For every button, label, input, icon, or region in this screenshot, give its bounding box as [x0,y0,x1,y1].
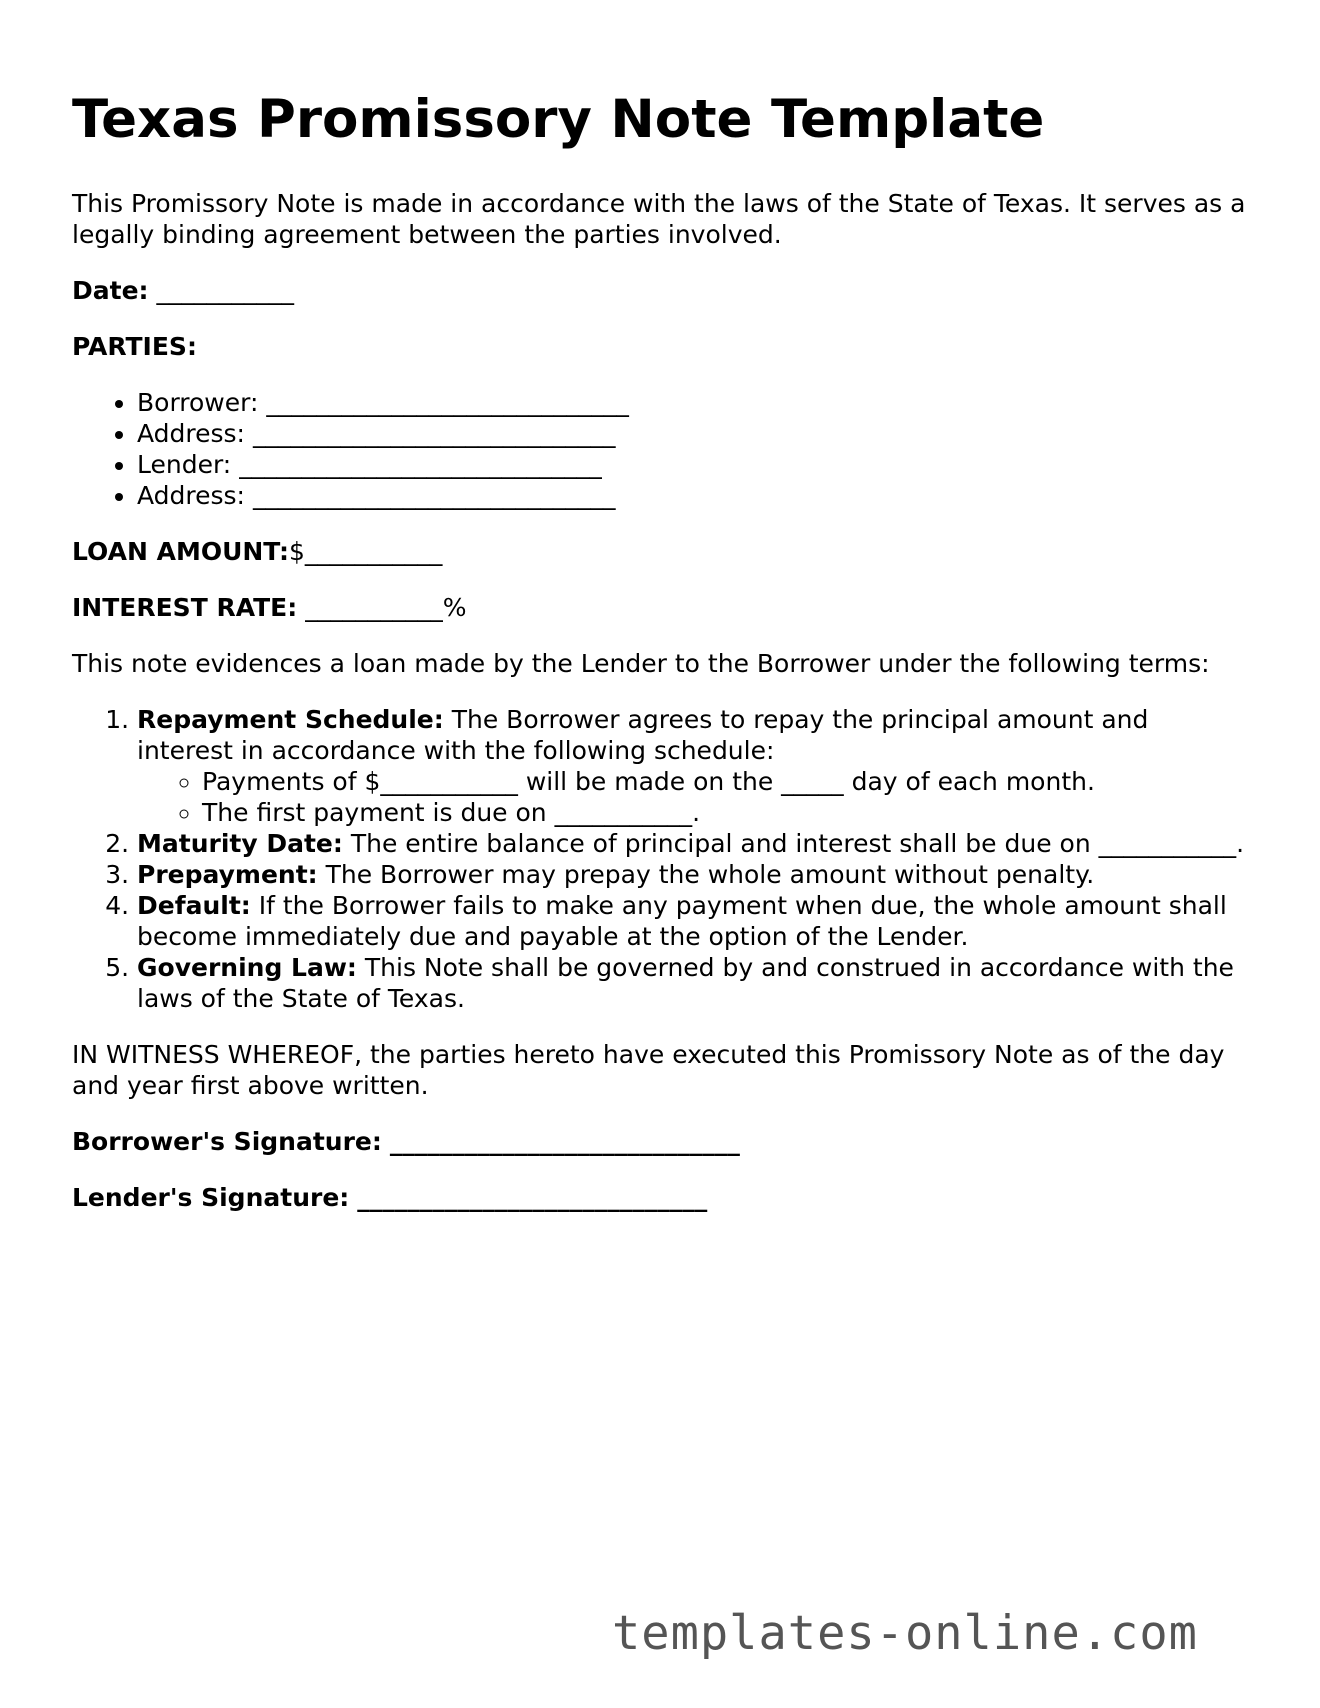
parties-heading-text: PARTIES: [72,332,197,361]
term-title: Default: [137,891,251,920]
term-maturity-date [137,828,1252,859]
date-blank: ___________ [156,276,294,305]
term-prepayment [137,859,1252,890]
party-blank: _____________________________ [239,450,602,479]
interest-rate-label: INTEREST RATE: [72,593,298,622]
loan-amount-line [72,536,1252,567]
parties-list [72,387,1252,511]
repayment-subitem: ◦ The first payment is due on ___________. [202,797,1252,828]
term-title: Maturity Date: [137,829,343,858]
loan-amount-value: $___________ [288,537,443,566]
term-text: The Borrower agrees to repay the principal amount and interest in accordance with the following schedule: [137,705,1149,765]
terms-list [72,704,1252,1014]
repayment-subitem: ◦ Payments of $___________ will be made on the _____ day of each month. [202,766,1252,797]
date-line [72,275,1252,306]
repayment-subitems [137,766,1252,828]
term-title: Governing Law: [137,953,357,982]
party-label: Borrower: [137,388,259,417]
party-blank: _____________________________ [266,388,629,417]
loan-amount-label: LOAN AMOUNT: [72,537,289,566]
party-blank: _____________________________ [252,481,616,510]
borrower-signature-label: Borrower's Signature: [72,1127,382,1156]
borrower-signature-blank: ____________________________ [389,1127,740,1156]
witness-paragraph: IN WITNESS WHEREOF, the parties hereto have executed this Promissory Note as of the day and year first above written. [72,1040,1225,1100]
term-text: If the Borrower fails to make any payment when due, the whole amount shall become immediately due and payable at the option of the Lender. [137,891,1227,951]
term-repayment-schedule [137,704,1252,828]
parties-heading [72,331,1252,362]
party-borrower-address [137,418,1252,449]
term-governing-law [137,952,1252,1014]
lender-signature-label: Lender's Signature: [72,1183,350,1212]
party-label: Address: [137,481,245,510]
document-title: Texas Promissory Note Template [72,89,1045,150]
date-label: Date: [72,276,149,305]
interest-rate-line [72,592,1252,623]
term-text: The Borrower may prepay the whole amount without penalty. [325,860,1095,889]
party-borrower [137,387,1252,418]
interest-rate-value: ___________% [305,593,467,622]
party-label: Lender: [137,450,232,479]
lender-signature-line [72,1182,1252,1213]
term-text: The entire balance of principal and interest shall be due on ___________. [350,829,1245,858]
document-page [72,88,1252,1238]
term-text: This Note shall be governed by and construed in accordance with the laws of the State of Texas. [137,953,1234,1013]
intro-paragraph: This Promissory Note is made in accordance with the laws of the State of Texas. It serves as a legally binding agreement between the parties involved. [72,189,1246,249]
party-label: Address: [137,419,245,448]
party-lender [137,449,1252,480]
borrower-signature-line [72,1126,1252,1157]
terms-intro: This note evidences a loan made by the Lender to the Borrower under the following terms: [72,649,1210,678]
term-title: Repayment Schedule: [137,705,444,734]
lender-signature-blank: ____________________________ [357,1183,708,1212]
party-lender-address [137,480,1252,511]
watermark: templates-online.com [612,1606,1198,1661]
term-title: Prepayment: [137,860,318,889]
party-blank: _____________________________ [252,419,616,448]
term-default [137,890,1252,952]
